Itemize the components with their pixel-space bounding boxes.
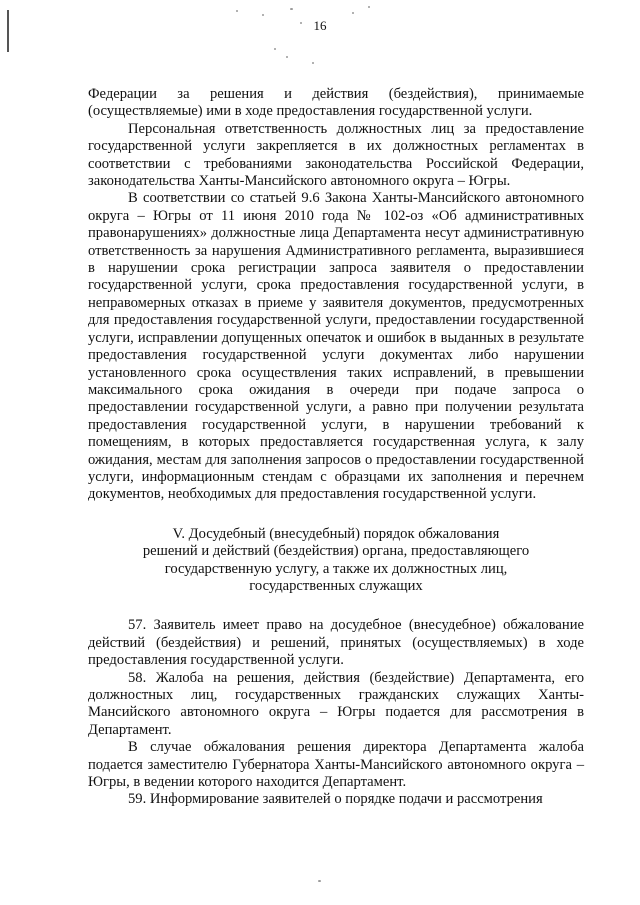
section-heading-line: государственную услугу, а также их должностных лиц, xyxy=(164,560,508,577)
scan-speck xyxy=(368,6,370,8)
page-number: 16 xyxy=(313,18,327,33)
paragraph-continuation: Федерации за решения и действия (бездействия), принимаемые (осуществляемые) ими в ходе предоставления государственной услуги. xyxy=(88,86,584,120)
paragraph-59: 59. Информирование заявителей о порядке подачи и рассмотрения xyxy=(128,791,543,808)
paragraph-58: 58. Жалоба на решения, действия (бездействие) Департамента, его должностных лиц, государственных гражданских служащих Ханты-Мансийского автономного округа – Югры подается для рассмотрения в Департамент. xyxy=(88,669,584,738)
paragraph-administrative-liability: В соответствии со статьей 9.6 Закона Ханты-Мансийского автономного округа – Югры от 11 июня 2010 года № 102-оз «Об административных правонарушениях» должностные лица Департамента несут административную ответственность за нарушения Административного регламента, выразившиеся в нарушении срока регистрации запроса заявителя о предоставлении государственной услуги, срока предоставления государственной услуги, в неправомерных отказах в приеме у заявителя документов, предусмотренных для предоставления государственной услуги, предоставлении государственной услуги, исправлении допущенных опечаток и ошибок в выданных в результате предоставления государственной услуги документах либо нарушении установленного срока осуществления таких исправлений, в превышении максимального срока ожидания в очереди при подаче запроса о предоставлении государственной услуги, а равно при получении результата предоставления государственной услуги, в нарушении требований к помещениям, в которых предоставляется государственная услуга, к залу ожидания, местам для заполнения запросов о предоставлении государственной услуги, информационным стендам с образцами их заполнения и перечнем документов, необходимых для предоставления государственной услуги. xyxy=(88,190,584,503)
scan-speck xyxy=(352,12,354,14)
paragraph-57: 57. Заявитель имеет право на досудебное (внесудебное) обжалование действий (бездействия) и решений, принятых (осуществляемых) в ходе предоставления государственной услуги. xyxy=(88,617,584,669)
paragraph-58-director: В случае обжалования решения директора Департамента жалоба подается заместителю Губернатора Ханты-Мансийского автономного округа – Югры, в ведении которого находится Департамент. xyxy=(88,739,584,791)
section-heading xyxy=(88,526,584,596)
document-body xyxy=(88,86,584,809)
scan-speck xyxy=(262,14,264,16)
scan-speck xyxy=(290,8,293,10)
scan-speck xyxy=(318,880,321,882)
section-heading-line: государственных служащих xyxy=(249,577,423,594)
paragraph-personal-responsibility: Персональная ответственность должностных лиц за предоставление государственной услуги закрепляется в их должностных регламентах в соответствии с требованиями законодательства Российской Федерации, законодательства Ханты-Мансийского автономного округа – Югры. xyxy=(88,120,584,190)
section-heading-line: V. Досудебный (внесудебный) порядок обжалования xyxy=(172,525,500,542)
scan-speck xyxy=(236,10,238,12)
section-heading-line: решений и действий (бездействия) органа, предоставляющего xyxy=(142,543,530,560)
scan-speck xyxy=(274,48,276,50)
scan-speck xyxy=(312,62,314,64)
scan-speck xyxy=(286,56,288,58)
